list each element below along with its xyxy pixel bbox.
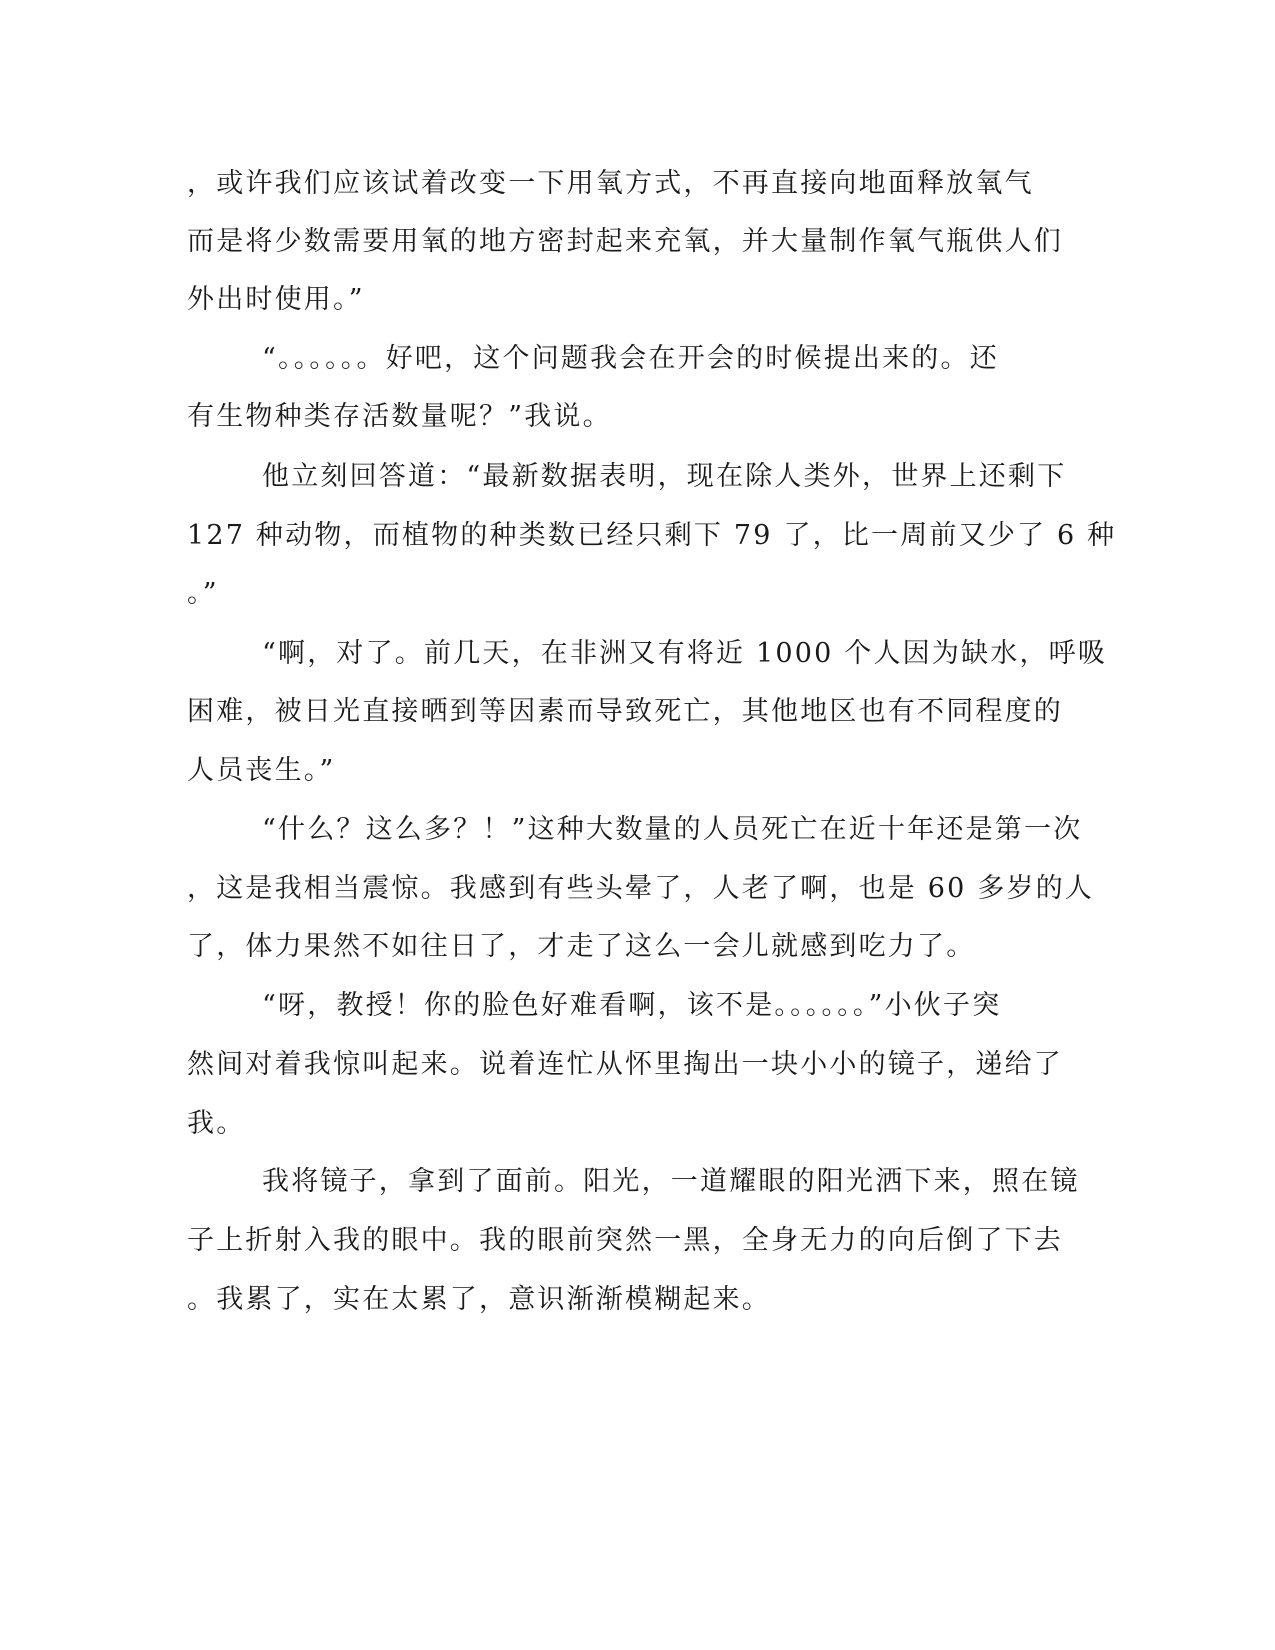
text-line: 。” [187, 578, 219, 609]
text-line: 我将镜子，拿到了面前。阳光，一道耀眼的阳光洒下来，照在镜 [262, 1166, 1080, 1197]
text-line: 外出时使用。” [187, 284, 365, 315]
text-line: 人员丧生。” [187, 755, 336, 786]
text-line: 困难，被日光直接晒到等因素而导致死亡，其他地区也有不同程度的 [187, 696, 1063, 727]
text-line: 我。 [187, 1108, 246, 1139]
text-line: “啊，对了。前几天，在非洲又有将近 1000 个人因为缺水，呼吸 [262, 638, 1108, 669]
text-line: 子上折射入我的眼中。我的眼前突然一黑，全身无力的向后倒了下去 [187, 1225, 1063, 1256]
text-line: 有生物种类存活数量呢？”我说。 [187, 401, 612, 432]
text-line: 他立刻回答道：“最新数据表明，现在除人类外，世界上还剩下 [262, 461, 1067, 492]
text-line: “什么？这么多？！”这种大数量的人员死亡在近十年还是第一次 [262, 814, 1083, 845]
text-line: “。。。。。。好吧，这个问题我会在开会的时候提出来的。还 [262, 343, 999, 374]
text-line: ，或许我们应该试着改变一下用氧方式，不再直接向地面释放氧气 [187, 168, 1034, 199]
text-line: “呀，教授！你的脸色好难看啊，该不是。。。。。。”小伙子突 [262, 990, 1002, 1021]
text-line: 而是将少数需要用氧的地方密封起来充氧，并大量制作氧气瓶供人们 [187, 226, 1063, 257]
text-line: 然间对着我惊叫起来。说着连忙从怀里掏出一块小小的镜子，递给了 [187, 1049, 1063, 1080]
text-line: ，这是我相当震惊。我感到有些头晕了，人老了啊，也是 60 多岁的人 [187, 873, 1095, 904]
text-line: 127 种动物，而植物的种类数已经只剩下 79 了，比一周前又少了 6 种 [187, 520, 1117, 551]
text-line: 。我累了，实在太累了，意识渐渐模糊起来。 [187, 1284, 771, 1315]
text-line: 了，体力果然不如往日了，才走了这么一会儿就感到吃力了。 [187, 931, 976, 962]
